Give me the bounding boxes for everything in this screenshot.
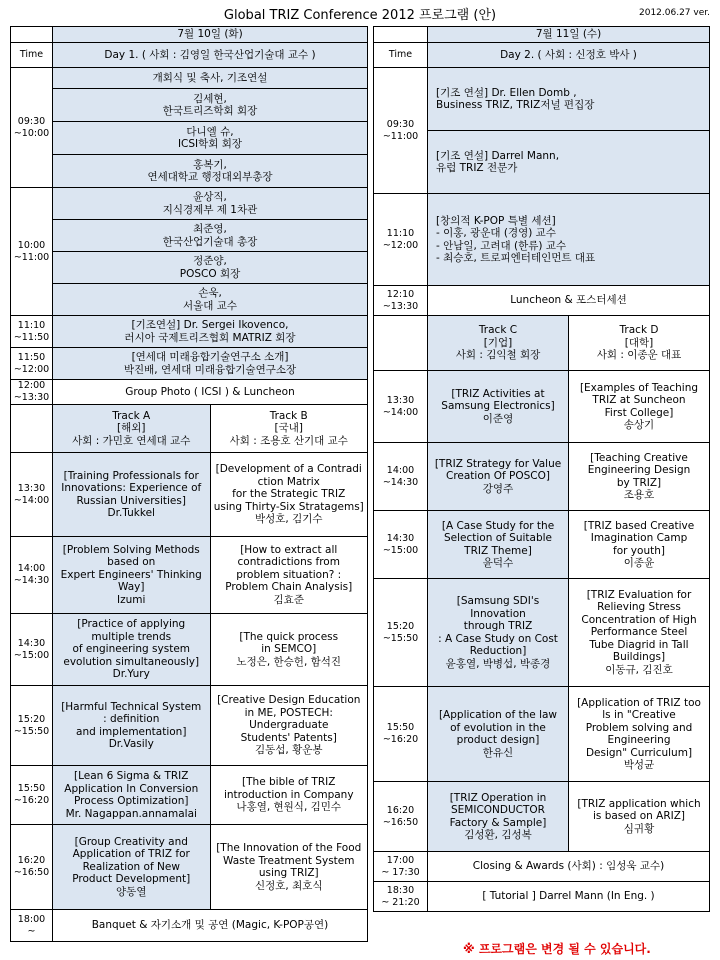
time-header: Time	[11, 43, 53, 67]
day1-lunch-row	[10, 380, 368, 405]
track-a-talk: [Training Professionals for Innovations: Experience of Russian Universities] Dr.Tukkel	[53, 453, 210, 536]
day2-tutorial-row	[373, 882, 710, 912]
track-a-talk: [Harmful Technical System : definition and implementation] Dr.Vasily	[53, 686, 210, 765]
day2-label: Day 2. ( 사회 : 신정호 박사 )	[428, 43, 709, 67]
session-time: 14:30 ~15:00	[374, 511, 428, 578]
track-b-talk: [The bible of TRIZ introduction in Company 나홍열, 현원식, 김민수	[210, 766, 368, 824]
day2-keynote-row	[373, 68, 710, 194]
track-b-talk: [The quick process in SEMCO] 노정은, 한승헌, 함석진	[210, 614, 368, 685]
closing-cell: Closing & Awards (사회) : 임성욱 교수)	[472, 860, 665, 873]
keynote-cell: [기조 연설] Dr. Ellen Domb , Business TRIZ, TRIZ저널 편집장	[428, 68, 709, 130]
keynote-cell: [기조연설] Dr. Sergei Ikovenco, 러시아 국제트리즈협회 MATRIZ 회장	[53, 316, 367, 347]
tutorial-cell: [ Tutorial ] Darrel Mann (In Eng. )	[482, 890, 655, 903]
time-header: Time	[374, 43, 428, 67]
track-a-talk: [Group Creativity and Application of TRIZ for Realization of New Product Development] 양동열	[53, 825, 210, 909]
session-time: 10:00 ~11:00	[11, 188, 53, 315]
opening-title: 개회식 및 축사, 기조연설	[53, 68, 367, 88]
session-time: 09:30 ~10:00	[11, 68, 53, 187]
track-c-talk: [Samsung SDI's Innovation through TRIZ : A Case Study on Cost Reduction] 윤홍열, 박병섭, 박종경	[428, 579, 568, 686]
track-ab-session-row	[10, 766, 368, 825]
change-notice: ※ 프로그램은 변경 될 수 있습니다.	[463, 942, 651, 956]
track-ab-session-row	[10, 686, 368, 766]
day1-banquet-row	[10, 910, 368, 942]
day1-opening-row	[10, 68, 368, 188]
kpop-session-cell: [창의적 K-POP 특별 세션] - 이홍, 광운대 (경영) 교수 - 안남일, 고려대 (한류) 교수 - 최승호, 트로피엔터테인먼트 대표	[428, 194, 709, 285]
day2-schedule	[373, 26, 710, 912]
day1-date: 7월 10일 (화)	[53, 27, 367, 42]
track-c-talk: [Application of the law of evolution in the product design] 한유신	[428, 687, 568, 781]
day1-address-row	[10, 188, 368, 316]
track-c-talk: [A Case Study for the Selection of Suitable TRIZ Theme] 윤덕수	[428, 511, 568, 578]
session-time: 18:30 ~ 21:20	[374, 882, 428, 911]
session-time: 11:10 ~11:50	[11, 316, 53, 347]
banquet-cell: Banquet & 자기소개 및 공연 (Magic, K-POP공연)	[91, 919, 329, 932]
track-cd-session-row	[373, 579, 710, 687]
day1-label: Day 1. ( 사회 : 김영일 한국산업기술대 교수 )	[53, 43, 367, 67]
track-d-talk: [TRIZ based Creative Imagination Camp for youth] 이종윤	[568, 511, 709, 578]
speaker-cell: 홍복기, 연세대학교 행정대외부총장	[53, 154, 367, 187]
session-time: 14:00 ~14:30	[374, 443, 428, 510]
session-time: 12:00 ~13:30	[11, 380, 53, 404]
keynote-cell: [기조 연설] Darrel Mann, 유럽 TRIZ 전문가	[428, 130, 709, 193]
session-time: 11:50 ~12:00	[11, 348, 53, 379]
track-ab-session-row	[10, 614, 368, 686]
track-a-talk: [Practice of applying multiple trends of engineering system evolution simultaneously] Dr.Yury	[53, 614, 210, 685]
session-time: 16:20 ~16:50	[11, 825, 53, 909]
day1-date-row	[10, 26, 368, 43]
session-time: 09:30 ~11:00	[374, 68, 428, 193]
day1-header-row	[10, 43, 368, 68]
track-ab-session-row	[10, 825, 368, 910]
day1-intro-row	[10, 348, 368, 380]
track-ab-header-row	[10, 405, 368, 453]
speaker-cell: 다니엘 슈, ICSI학회 회장	[53, 121, 367, 154]
track-a-header: Track A [해외] 사회 : 가민호 연세대 교수	[53, 405, 210, 452]
track-a-talk: [Problem Solving Methods based on Expert Engineers' Thinking Way] Izumi	[53, 537, 210, 613]
track-cd-session-row	[373, 511, 710, 579]
session-time: 15:50 ~16:20	[11, 766, 53, 824]
session-time: 13:30 ~14:00	[374, 371, 428, 442]
day2-date-row	[373, 26, 710, 43]
speaker-cell: 손욱, 서울대 교수	[53, 283, 367, 315]
session-time: 14:00 ~14:30	[11, 537, 53, 613]
day1-schedule	[10, 26, 368, 942]
track-cd-session-row	[373, 371, 710, 443]
track-c-talk: [TRIZ Activities at Samsung Electronics] 이준영	[428, 371, 568, 442]
day2-date: 7월 11일 (수)	[428, 27, 709, 42]
session-time: 15:50 ~16:20	[374, 687, 428, 781]
speaker-cell: 최준영, 한국산업기술대 총장	[53, 219, 367, 251]
track-a-talk: [Lean 6 Sigma & TRIZ Application In Conversion Process Optimization] Mr. Nagappan.annamalai	[53, 766, 210, 824]
session-time: 13:30 ~14:00	[11, 453, 53, 536]
lunch-cell: Luncheon & 포스터세션	[510, 294, 627, 307]
intro-cell: [연세대 미래융합기술연구소 소개] 박진배, 연세대 미래융합기술연구소장	[53, 348, 367, 379]
day2-lunch-row	[373, 286, 710, 316]
track-cd-session-row	[373, 782, 710, 852]
track-c-talk: [TRIZ Operation in SEMICONDUCTOR Factory & Sample] 김성환, 김성복	[428, 782, 568, 851]
speaker-cell: 김세현, 한국트리즈학회 회장	[53, 88, 367, 121]
version-date: 2012.06.27 ver.	[639, 8, 710, 18]
track-c-talk: [TRIZ Strategy for Value Creation Of POSCO] 강영주	[428, 443, 568, 510]
track-b-talk: [Creative Design Education in ME, POSTECH: Undergraduate Students' Patents] 김동섭, 황운봉	[210, 686, 368, 765]
speaker-cell: 정준양, POSCO 회장	[53, 251, 367, 283]
track-d-talk: [Examples of Teaching TRIZ at Suncheon First College] 송상기	[568, 371, 709, 442]
track-d-talk: [TRIZ Evaluation for Relieving Stress Concentration of High Performance Steel Tube Diagrid in Tall Buildings] 이동규, 김진호	[568, 579, 709, 686]
track-cd-header-row	[373, 316, 710, 371]
track-d-header: Track D [대학] 사회 : 이종운 대표	[568, 316, 709, 370]
session-time: 12:10 ~13:30	[374, 286, 428, 315]
page-title: Global TRIZ Conference 2012 프로그램 (안)	[223, 8, 497, 23]
session-time: 16:20 ~16:50	[374, 782, 428, 851]
day1-keynote-row	[10, 316, 368, 348]
session-time: 17:00 ~ 17:30	[374, 852, 428, 881]
track-cd-session-row	[373, 443, 710, 511]
track-b-header: Track B [국내] 사회 : 조용호 산기대 교수	[210, 405, 368, 452]
track-cd-session-row	[373, 687, 710, 782]
day2-closing-row	[373, 852, 710, 882]
track-d-talk: [Teaching Creative Engineering Design by TRIZ] 조용호	[568, 443, 709, 510]
track-ab-session-row	[10, 453, 368, 537]
lunch-cell: Group Photo ( ICSI ) & Luncheon	[125, 385, 295, 398]
session-time: 11:10 ~12:00	[374, 194, 428, 285]
session-time: 18:00 ~	[11, 910, 53, 941]
track-d-talk: [Application of TRIZ too ls in "Creative Problem solving and Engineering Design" Curriculum] 박성균	[568, 687, 709, 781]
track-d-talk: [TRIZ application which is based on ARIZ] 심귀황	[568, 782, 709, 851]
day2-header-row	[373, 43, 710, 68]
speaker-cell: 윤상직, 지식경제부 제 1차관	[53, 188, 367, 219]
session-time: 14:30 ~15:00	[11, 614, 53, 685]
session-time: 15:20 ~15:50	[374, 579, 428, 686]
track-ab-session-row	[10, 537, 368, 614]
track-b-talk: [Development of a Contradi ction Matrix for the Strategic TRIZ using Thirty-Six Stratagems] 박성호, 김기수	[210, 453, 368, 536]
track-b-talk: [The Innovation of the Food Waste Treatment System using TRIZ] 신정호, 최호식	[210, 825, 368, 909]
day2-kpop-row	[373, 194, 710, 286]
track-c-header: Track C [기업] 사회 : 김익철 회장	[428, 316, 568, 370]
session-time: 15:20 ~15:50	[11, 686, 53, 765]
track-b-talk: [How to extract all contradictions from problem situation? : Problem Chain Analysis] 김효준	[210, 537, 368, 613]
